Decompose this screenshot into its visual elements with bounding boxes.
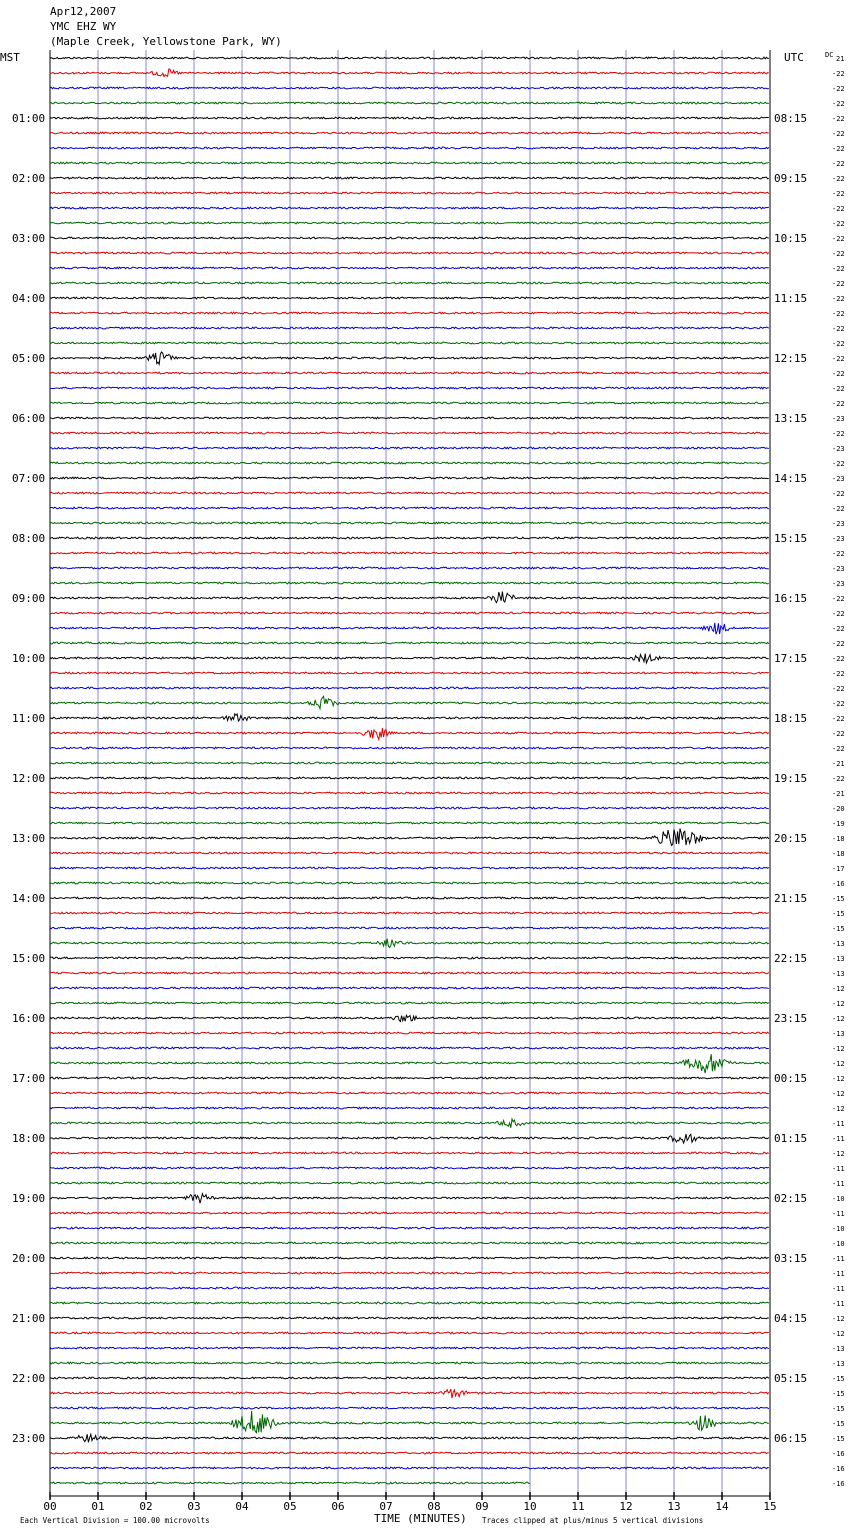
dc-offset-label: -13 xyxy=(832,940,845,948)
trace-row xyxy=(50,222,769,224)
dc-offset-label: -22 xyxy=(832,490,845,498)
trace-row xyxy=(50,867,769,869)
trace-row xyxy=(50,792,769,794)
dc-offset-label: -11 xyxy=(832,1165,845,1173)
x-axis xyxy=(43,1492,776,1513)
trace-row xyxy=(50,972,769,974)
dc-offset-label: -23 xyxy=(832,475,845,483)
mst-label: 08:00 xyxy=(12,532,46,545)
dc-offset-label: -12 xyxy=(832,1330,845,1338)
trace-row xyxy=(50,1092,769,1094)
mst-label: 16:00 xyxy=(12,1012,46,1025)
trace-row xyxy=(50,1377,769,1379)
utc-label: 14:15 xyxy=(774,472,808,485)
utc-label: 15:15 xyxy=(774,532,808,545)
trace-row xyxy=(50,507,769,509)
dc-offset-label: -11 xyxy=(832,1180,845,1188)
trace-row xyxy=(50,1302,769,1304)
mst-label: 20:00 xyxy=(12,1252,46,1265)
trace-row xyxy=(50,402,769,404)
dc-offset-label: -11 xyxy=(832,1135,845,1143)
dc-offset-label: -12 xyxy=(832,1105,845,1113)
utc-label: 11:15 xyxy=(774,292,808,305)
trace-row xyxy=(50,352,769,364)
x-tick-label: 13 xyxy=(667,1500,681,1513)
dc-offset-label: -22 xyxy=(832,400,845,408)
seismic-traces xyxy=(50,57,769,1484)
dc-offset-label: -23 xyxy=(832,520,845,528)
header-station: YMC EHZ WY xyxy=(50,20,117,33)
utc-label: 16:15 xyxy=(774,592,808,605)
mst-label: 19:00 xyxy=(12,1192,46,1205)
trace-row xyxy=(50,747,769,749)
dc-offset-label: -20 xyxy=(832,805,845,813)
dc-offset-label: -22 xyxy=(832,655,845,663)
dc-offset-labels xyxy=(832,55,845,1488)
dc-offset-label: -15 xyxy=(832,1420,845,1428)
trace-row xyxy=(50,387,769,389)
utc-label: 19:15 xyxy=(774,772,808,785)
utc-label: 13:15 xyxy=(774,412,808,425)
trace-row xyxy=(50,1182,769,1184)
dc-offset-label: -15 xyxy=(832,1375,845,1383)
x-tick-label: 12 xyxy=(619,1500,633,1513)
utc-label: 09:15 xyxy=(774,172,808,185)
trace-row xyxy=(50,777,769,779)
x-tick-label: 14 xyxy=(715,1500,729,1513)
trace-row xyxy=(50,522,769,524)
trace-row xyxy=(50,1332,769,1334)
x-tick-label: 04 xyxy=(235,1500,249,1513)
trace-row xyxy=(50,267,769,269)
dc-offset-label: -15 xyxy=(832,1390,845,1398)
trace-row xyxy=(50,987,769,989)
mst-label: 01:00 xyxy=(12,112,46,125)
trace-row xyxy=(50,1015,769,1021)
mst-label: 04:00 xyxy=(12,292,46,305)
trace-row xyxy=(50,57,769,59)
dc-offset-label: -22 xyxy=(832,235,845,243)
trace-row xyxy=(50,177,769,179)
dc-offset-label: -11 xyxy=(832,1255,845,1263)
dc-offset-label: -10 xyxy=(832,1240,845,1248)
dc-offset-label: -15 xyxy=(832,1405,845,1413)
trace-row xyxy=(50,1411,769,1433)
dc-offset-label: -22 xyxy=(832,625,845,633)
dc-offset-label: -22 xyxy=(832,715,845,723)
dc-offset-label: -16 xyxy=(832,1450,845,1458)
trace-row xyxy=(50,1032,769,1034)
mst-label: 11:00 xyxy=(12,712,46,725)
utc-time-labels xyxy=(774,112,807,1445)
trace-row xyxy=(50,1362,769,1364)
x-tick-label: 01 xyxy=(91,1500,105,1513)
dc-offset-label: 21 xyxy=(836,55,845,63)
dc-offset-label: -12 xyxy=(832,1075,845,1083)
dc-offset-label: -22 xyxy=(832,505,845,513)
mst-label: 03:00 xyxy=(12,232,46,245)
trace-row xyxy=(50,432,769,434)
trace-row xyxy=(50,1407,769,1409)
dc-offset-label: -22 xyxy=(832,745,845,753)
dc-offset-label: -10 xyxy=(832,1225,845,1233)
trace-row xyxy=(50,69,769,77)
utc-label: 12:15 xyxy=(774,352,808,365)
utc-label: 02:15 xyxy=(774,1192,808,1205)
dc-offset-label: -19 xyxy=(832,820,845,828)
trace-row xyxy=(50,957,769,959)
dc-offset-label: -22 xyxy=(832,250,845,258)
x-tick-label: 00 xyxy=(43,1500,57,1513)
dc-offset-label: -23 xyxy=(832,580,845,588)
dc-offset-label: -22 xyxy=(832,100,845,108)
dc-offset-label: -12 xyxy=(832,1060,845,1068)
trace-row xyxy=(50,1194,769,1204)
mst-label: 05:00 xyxy=(12,352,46,365)
trace-row xyxy=(50,1119,769,1128)
dc-offset-label: -10 xyxy=(832,1195,845,1203)
utc-label: 06:15 xyxy=(774,1432,808,1445)
x-tick-label: 03 xyxy=(187,1500,201,1513)
trace-row xyxy=(50,477,769,479)
trace-row xyxy=(50,1287,769,1289)
utc-label: 10:15 xyxy=(774,232,808,245)
x-tick-label: 05 xyxy=(283,1500,297,1513)
dc-offset-label: -22 xyxy=(832,190,845,198)
trace-row xyxy=(50,192,769,194)
mst-label: 07:00 xyxy=(12,472,46,485)
mst-axis-title: MST xyxy=(0,51,20,64)
trace-row xyxy=(50,132,769,134)
trace-row xyxy=(50,1257,769,1259)
dc-offset-label: -12 xyxy=(832,985,845,993)
trace-row xyxy=(50,1347,769,1349)
dc-offset-label: -22 xyxy=(832,265,845,273)
trace-row xyxy=(50,1152,769,1154)
dc-offset-label: -17 xyxy=(832,865,845,873)
scale-note: Each Vertical Division = 100.00 microvolts xyxy=(20,1516,210,1525)
dc-offset-label: -13 xyxy=(832,955,845,963)
trace-row xyxy=(50,237,769,239)
trace-row xyxy=(50,1134,769,1143)
mst-label: 18:00 xyxy=(12,1132,46,1145)
mst-label: 14:00 xyxy=(12,892,46,905)
dc-offset-label: -22 xyxy=(832,160,845,168)
trace-row xyxy=(50,462,769,464)
dc-offset-label: -22 xyxy=(832,595,845,603)
mst-label: 13:00 xyxy=(12,832,46,845)
utc-label: 03:15 xyxy=(774,1252,808,1265)
dc-offset-label: -18 xyxy=(832,835,845,843)
dc-offset-label: -18 xyxy=(832,850,845,858)
trace-row xyxy=(50,882,769,884)
utc-label: 21:15 xyxy=(774,892,808,905)
dc-offset-label: -13 xyxy=(832,1030,845,1038)
dc-offset-label: -23 xyxy=(832,445,845,453)
clip-note: Traces clipped at plus/minus 5 vertical divisions xyxy=(482,1516,704,1525)
utc-label: 01:15 xyxy=(774,1132,808,1145)
mst-time-labels xyxy=(12,112,45,1445)
trace-row xyxy=(50,612,769,614)
trace-row xyxy=(50,762,769,764)
dc-offset-label: -11 xyxy=(832,1270,845,1278)
dc-offset-label: -22 xyxy=(832,730,845,738)
dc-offset-label: -16 xyxy=(832,1480,845,1488)
dc-offset-label: -22 xyxy=(832,310,845,318)
trace-row xyxy=(50,654,769,663)
dc-offset-label: -23 xyxy=(832,415,845,423)
dc-offset-label: -22 xyxy=(832,430,845,438)
mst-label: 09:00 xyxy=(12,592,46,605)
dc-offset-label: -22 xyxy=(832,325,845,333)
dc-offset-label: -15 xyxy=(832,925,845,933)
trace-row xyxy=(50,1434,769,1442)
utc-label: 18:15 xyxy=(774,712,808,725)
trace-row xyxy=(50,592,769,603)
trace-row xyxy=(50,582,769,584)
trace-row xyxy=(50,117,769,119)
x-tick-label: 15 xyxy=(763,1500,777,1513)
x-axis-title: TIME (MINUTES) xyxy=(374,1512,467,1525)
trace-row xyxy=(50,672,769,674)
trace-row xyxy=(50,1077,769,1079)
dc-offset-label: -22 xyxy=(832,145,845,153)
dc-offset-label: -22 xyxy=(832,70,845,78)
trace-row xyxy=(50,1227,769,1229)
dc-offset-label: -16 xyxy=(832,880,845,888)
mst-label: 17:00 xyxy=(12,1072,46,1085)
trace-row xyxy=(50,687,769,689)
dc-offset-label: -12 xyxy=(832,1090,845,1098)
dc-offset-label: -11 xyxy=(832,1210,845,1218)
dc-offset-label: -13 xyxy=(832,1360,845,1368)
dc-offset-label: -11 xyxy=(832,1300,845,1308)
trace-row xyxy=(50,1389,769,1398)
trace-row xyxy=(50,1467,769,1469)
x-tick-label: 09 xyxy=(475,1500,489,1513)
utc-label: 05:15 xyxy=(774,1372,808,1385)
dc-offset-label: -22 xyxy=(832,640,845,648)
trace-row xyxy=(50,297,769,299)
trace-row xyxy=(50,327,769,329)
trace-row xyxy=(50,1212,769,1214)
dc-offset-label: -13 xyxy=(832,1345,845,1353)
dc-offset-label: -21 xyxy=(832,760,845,768)
dc-offset-label: -22 xyxy=(832,220,845,228)
dc-offset-label: -12 xyxy=(832,1000,845,1008)
utc-label: 00:15 xyxy=(774,1072,808,1085)
dc-offset-label: -23 xyxy=(832,565,845,573)
x-tick-label: 11 xyxy=(571,1500,585,1513)
trace-row xyxy=(50,447,769,449)
trace-row xyxy=(50,1047,769,1049)
dc-offset-label: -12 xyxy=(832,1015,845,1023)
mst-label: 15:00 xyxy=(12,952,46,965)
trace-row xyxy=(50,912,769,914)
trace-row xyxy=(50,623,769,634)
dc-offset-label: -12 xyxy=(832,1315,845,1323)
mst-label: 22:00 xyxy=(12,1372,46,1385)
dc-offset-label: -22 xyxy=(832,685,845,693)
trace-row xyxy=(50,642,769,644)
trace-row xyxy=(50,147,769,149)
dc-offset-label: -12 xyxy=(832,1045,845,1053)
trace-row xyxy=(50,102,769,104)
trace-row xyxy=(50,537,769,539)
mst-label: 23:00 xyxy=(12,1432,46,1445)
utc-label: 20:15 xyxy=(774,832,808,845)
dc-offset-label: -22 xyxy=(832,550,845,558)
trace-row xyxy=(50,852,769,854)
mst-label: 10:00 xyxy=(12,652,46,665)
trace-row xyxy=(50,696,769,708)
trace-row xyxy=(50,207,769,209)
utc-axis-title: UTC xyxy=(784,51,804,64)
dc-offset-label: -16 xyxy=(832,1465,845,1473)
dc-offset-label: -22 xyxy=(832,610,845,618)
trace-row xyxy=(50,728,769,739)
trace-row xyxy=(50,567,769,569)
dc-offset-label: -22 xyxy=(832,700,845,708)
dc-offset-label: -21 xyxy=(832,790,845,798)
dc-offset-label: -22 xyxy=(832,775,845,783)
dc-offset-label: -12 xyxy=(832,1150,845,1158)
utc-label: 23:15 xyxy=(774,1012,808,1025)
minute-grid xyxy=(50,50,770,1496)
dc-offset-label: -22 xyxy=(832,340,845,348)
dc-offset-label: -22 xyxy=(832,385,845,393)
trace-row xyxy=(50,1452,769,1454)
mst-label: 06:00 xyxy=(12,412,46,425)
x-tick-label: 07 xyxy=(379,1500,393,1513)
trace-row xyxy=(50,552,769,554)
dc-offset-label: -22 xyxy=(832,175,845,183)
dc-offset-label: -22 xyxy=(832,115,845,123)
dc-offset-label: -22 xyxy=(832,295,845,303)
utc-label: 17:15 xyxy=(774,652,808,665)
trace-row xyxy=(50,417,769,419)
trace-row xyxy=(50,1317,769,1319)
trace-row xyxy=(50,282,769,284)
dc-offset-label: -22 xyxy=(832,355,845,363)
mst-label: 02:00 xyxy=(12,172,46,185)
trace-row xyxy=(50,807,769,809)
utc-label: 08:15 xyxy=(774,112,808,125)
trace-row xyxy=(50,1167,769,1169)
trace-row xyxy=(50,828,769,845)
dc-offset-label: -22 xyxy=(832,280,845,288)
trace-row xyxy=(50,927,769,929)
x-tick-label: 06 xyxy=(331,1500,345,1513)
dc-offset-label: -13 xyxy=(832,970,845,978)
dc-offset-label: -22 xyxy=(832,670,845,678)
dc-offset-label: -23 xyxy=(832,535,845,543)
dc-offset-label: -22 xyxy=(832,370,845,378)
trace-row xyxy=(50,1107,769,1109)
trace-row xyxy=(50,1002,769,1004)
trace-row xyxy=(50,252,769,254)
trace-row xyxy=(50,939,769,948)
trace-row xyxy=(50,162,769,164)
trace-row xyxy=(50,1242,769,1244)
dc-offset-label: -15 xyxy=(832,1435,845,1443)
dc-header: DC xyxy=(825,51,834,59)
utc-label: 04:15 xyxy=(774,1312,808,1325)
x-tick-label: 08 xyxy=(427,1500,441,1513)
dc-offset-label: -22 xyxy=(832,130,845,138)
dc-offset-label: -15 xyxy=(832,895,845,903)
dc-offset-label: -22 xyxy=(832,460,845,468)
mst-label: 12:00 xyxy=(12,772,46,785)
dc-offset-label: -15 xyxy=(832,910,845,918)
x-tick-label: 10 xyxy=(523,1500,537,1513)
trace-row xyxy=(50,897,769,899)
dc-offset-label: -22 xyxy=(832,85,845,93)
utc-label: 22:15 xyxy=(774,952,808,965)
dc-offset-label: -11 xyxy=(832,1120,845,1128)
trace-row xyxy=(50,714,769,721)
trace-row xyxy=(50,1054,769,1073)
header-location: (Maple Creek, Yellowstone Park, WY) xyxy=(50,35,282,48)
dc-offset-label: -11 xyxy=(832,1285,845,1293)
dc-offset-label: -22 xyxy=(832,205,845,213)
trace-row xyxy=(50,312,769,314)
trace-row xyxy=(50,342,769,344)
trace-row xyxy=(50,492,769,494)
trace-row xyxy=(50,822,769,824)
mst-label: 21:00 xyxy=(12,1312,46,1325)
trace-row xyxy=(50,372,769,374)
x-tick-label: 02 xyxy=(139,1500,153,1513)
trace-row xyxy=(50,87,769,89)
header-date: Apr12,2007 xyxy=(50,5,117,18)
trace-row xyxy=(50,1272,769,1274)
